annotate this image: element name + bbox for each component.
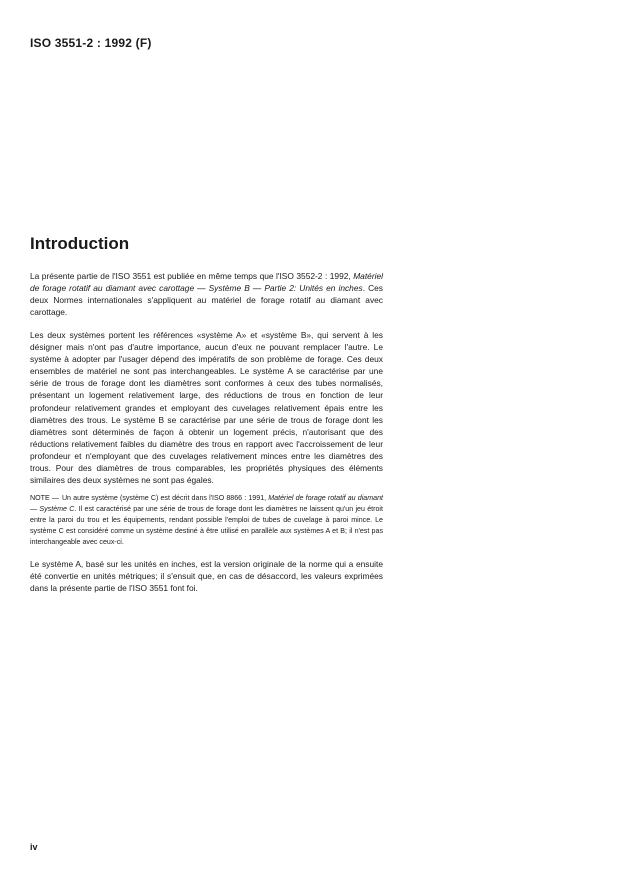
intro-paragraph-2: Les deux systèmes portent les références «système A» et «système B», qui servent à les désigner mais n'ont pas d'autre importance, aucun d'eux ne pouvant remplacer l'autre. Le système à adopter par l'usager dépend des impératifs de son problème de forage. Ces deux ensembles de matériel ne sont pas interchangeables. Le système A se caractérise par une série de trous de forage dont les diamètres sont conformes à ceux des tubes normalisés, présentant un logement relativement large, des réductions de trous en fonction de leur profondeur relativement grandes et employant des cuvelages relativement épais entre les diamètres des trous. Le système B se caractérise par une série de trous de forage dont les diamètres sont déterminés de façon à obtenir un logement précis, n'autorisant que des réductions relativement faibles du diamètre des trous en rapport avec l'accroissement de leur profondeur et n'employant que des cuvelages relativement minces entre les diamètres des trous. Pour des diamètres de trous comparables, les propriétés physiques des éléments similaires des deux systèmes ne sont pas égales. bbox=[30, 330, 383, 486]
paragraph-text: La présente partie de l'ISO 3551 est publiée en même temps que l'ISO 3552-2 : 1992, bbox=[30, 271, 354, 281]
intro-paragraph-3: Le système A, basé sur les unités en inches, est la version originale de la norme qui a ensuite été convertie en unités métriques; il s'ensuit que, en cas de désaccord, les valeurs exprimées dans la présente partie de l'ISO 3551 font foi. bbox=[30, 559, 383, 594]
note-label: NOTE — bbox=[30, 494, 59, 502]
note-text: . Il est caractérisé par une série de trous de forage dont les diamètres ne laissent qu'un jeu étroit entre la paroi du trou et les équipements, rendant possible l'emploi de tubes de cuvelage à paroi mince. Le système C est considéré comme un système destiné à être utilisé en parallèle aux systèmes A et B; il n'est pas interchangeable avec ceux-ci. bbox=[30, 504, 383, 546]
note-referenced-standard-title: Matériel de forage rotatif au diamant — Système C bbox=[30, 494, 383, 513]
paragraph-text: . Ces deux Normes internationales s'appliquent au matériel de forage rotatif au diamant avec carottage. bbox=[30, 283, 383, 318]
page-number: iv bbox=[30, 842, 38, 852]
intro-paragraph-1 bbox=[30, 270, 383, 318]
referenced-standard-title: Matériel de forage rotatif au diamant avec carottage — Système B — Partie 2: Unités en inches bbox=[30, 271, 383, 294]
note-paragraph bbox=[30, 493, 383, 548]
document-header: ISO 3551-2 : 1992 (F) bbox=[30, 36, 152, 50]
note-text: Un autre système (système C) est décrit dans l'ISO 8866 : 1991, bbox=[61, 494, 269, 502]
section-title: Introduction bbox=[30, 234, 130, 253]
